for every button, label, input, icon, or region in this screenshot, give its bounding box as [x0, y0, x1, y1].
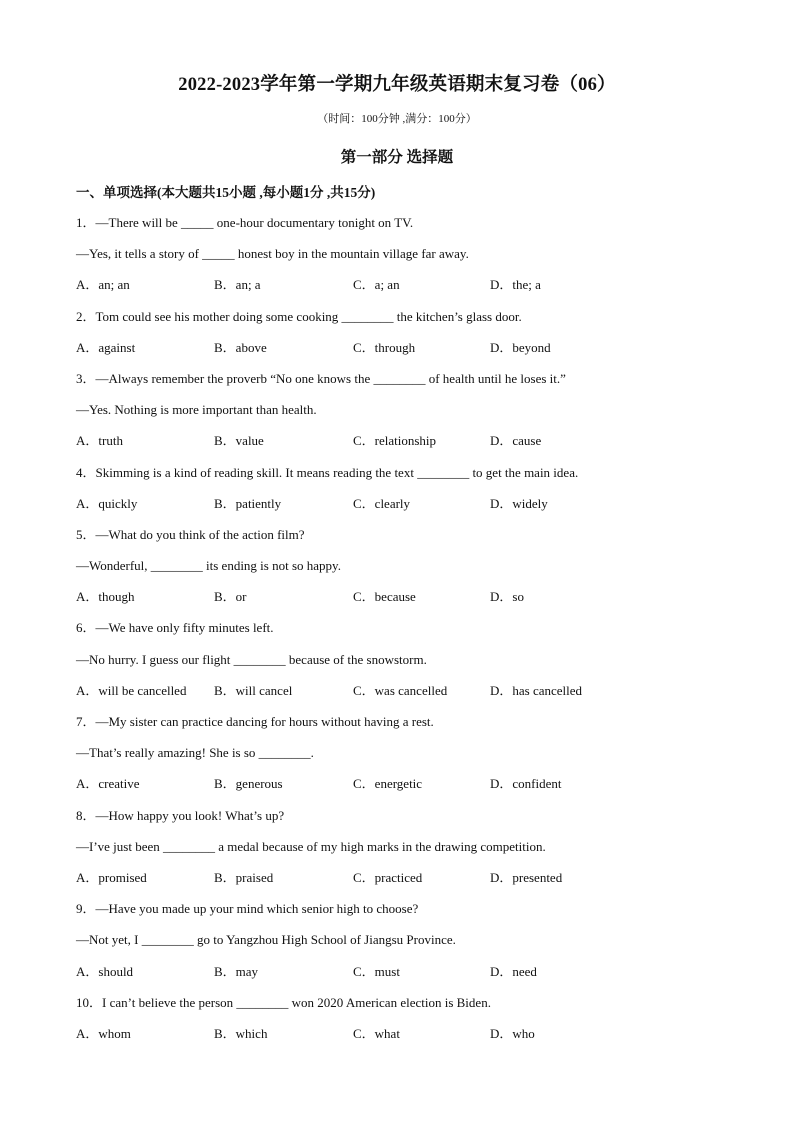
question-stem: 6．—We have only fifty minutes left. [76, 620, 274, 636]
option-d: D．has cancelled [490, 682, 583, 698]
option-b: B．above [214, 339, 267, 355]
option-c: C．must [353, 963, 400, 979]
answer-options [76, 956, 736, 987]
question-item [76, 706, 736, 800]
option-c: C．clearly [353, 495, 411, 511]
answer-options [76, 332, 736, 363]
question-stem: 5．—What do you think of the action film? [76, 526, 305, 542]
answer-options [76, 488, 736, 519]
question-response: —That’s really amazing! She is so ________. [76, 745, 314, 761]
option-a: A．should [76, 963, 134, 979]
question-response: —Not yet, I ________ go to Yangzhou High School of Jiangsu Province. [76, 932, 456, 948]
question-item [76, 893, 736, 987]
option-c: C．was cancelled [353, 682, 448, 698]
question-item [76, 457, 736, 519]
option-c: C．what [353, 1025, 400, 1041]
question-response: —Yes. Nothing is more important than health. [76, 402, 317, 418]
option-a: A．promised [76, 869, 147, 885]
option-d: D．the; a [490, 277, 541, 293]
option-a: A．truth [76, 433, 123, 449]
question-stem: 9．—Have you made up your mind which senior high to choose? [76, 901, 419, 917]
question-stem: 10．I can’t believe the person ________ won 2020 American election is Biden. [76, 994, 491, 1010]
option-b: B．which [214, 1025, 268, 1041]
question-response: —No hurry. I guess our flight ________ because of the snowstorm. [76, 651, 427, 667]
question-item [76, 519, 736, 613]
answer-options [76, 768, 736, 799]
answer-options [76, 1018, 736, 1049]
question-stem: 3．—Always remember the proverb “No one knows the ________ of health until he loses it.” [76, 370, 566, 386]
option-b: B．praised [214, 869, 274, 885]
section-heading: 一、单项选择(本大题共15小题 ,每小题1分 ,共15分) [76, 185, 376, 200]
option-c: C．because [353, 589, 416, 605]
question-stem: 8．—How happy you look! What’s up? [76, 807, 285, 823]
answer-options [76, 675, 736, 706]
answer-options [76, 425, 736, 456]
page-title: 2022-2023学年第一学期九年级英语期末复习卷（06） [178, 75, 616, 95]
part-title: 第一部分 选择题 [340, 149, 454, 166]
option-a: A．though [76, 589, 135, 605]
option-b: B．will cancel [214, 682, 293, 698]
option-d: D．beyond [490, 339, 551, 355]
question-list [76, 207, 736, 1049]
question-response: —Wonderful, ________ its ending is not so happy. [76, 558, 341, 574]
answer-options [76, 862, 736, 893]
option-d: D．presented [490, 869, 563, 885]
option-c: C．relationship [353, 433, 437, 449]
option-c: C．a; an [353, 277, 400, 293]
option-a: A．an; an [76, 277, 130, 293]
question-stem: 2．Tom could see his mother doing some cooking ________ the kitchen’s glass door. [76, 308, 522, 324]
option-c: C．energetic [353, 776, 423, 792]
option-b: B．an; a [214, 277, 261, 293]
question-item [76, 363, 736, 457]
question-stem: 4．Skimming is a kind of reading skill. It means reading the text ________ to get the main idea. [76, 464, 579, 480]
option-d: D．who [490, 1025, 535, 1041]
question-response: —Yes, it tells a story of _____ honest boy in the mountain village far away. [76, 246, 469, 262]
question-response: —I’ve just been ________ a medal because of my high marks in the drawing competition. [76, 838, 546, 854]
option-a: A．quickly [76, 495, 138, 511]
option-c: C．practiced [353, 869, 423, 885]
question-stem: 7．—My sister can practice dancing for hours without having a rest. [76, 714, 434, 729]
option-d: D．need [490, 963, 537, 979]
answer-options [76, 581, 736, 612]
question-item [76, 800, 736, 894]
question-item [76, 987, 736, 1049]
option-a: A．whom [76, 1025, 131, 1041]
option-c: C．through [353, 339, 416, 355]
option-d: D．so [490, 589, 524, 605]
option-a: A．will be cancelled [76, 682, 187, 698]
exam-time-info: （时间：100分钟 ,满分：100分） [317, 113, 477, 125]
question-item [76, 207, 736, 301]
option-a: A．against [76, 339, 136, 355]
option-b: B．may [214, 963, 259, 979]
question-item [76, 301, 736, 363]
answer-options [76, 269, 736, 300]
option-d: D．confident [490, 776, 562, 792]
question-stem: 1．—There will be _____ one-hour documentary tonight on TV. [76, 215, 414, 230]
option-b: B．generous [214, 776, 283, 792]
option-d: D．widely [490, 495, 548, 511]
option-b: B．patiently [214, 495, 282, 511]
option-d: D．cause [490, 433, 542, 449]
question-item [76, 612, 736, 706]
option-a: A．creative [76, 776, 140, 792]
option-b: B．or [214, 589, 247, 605]
option-b: B．value [214, 433, 264, 449]
